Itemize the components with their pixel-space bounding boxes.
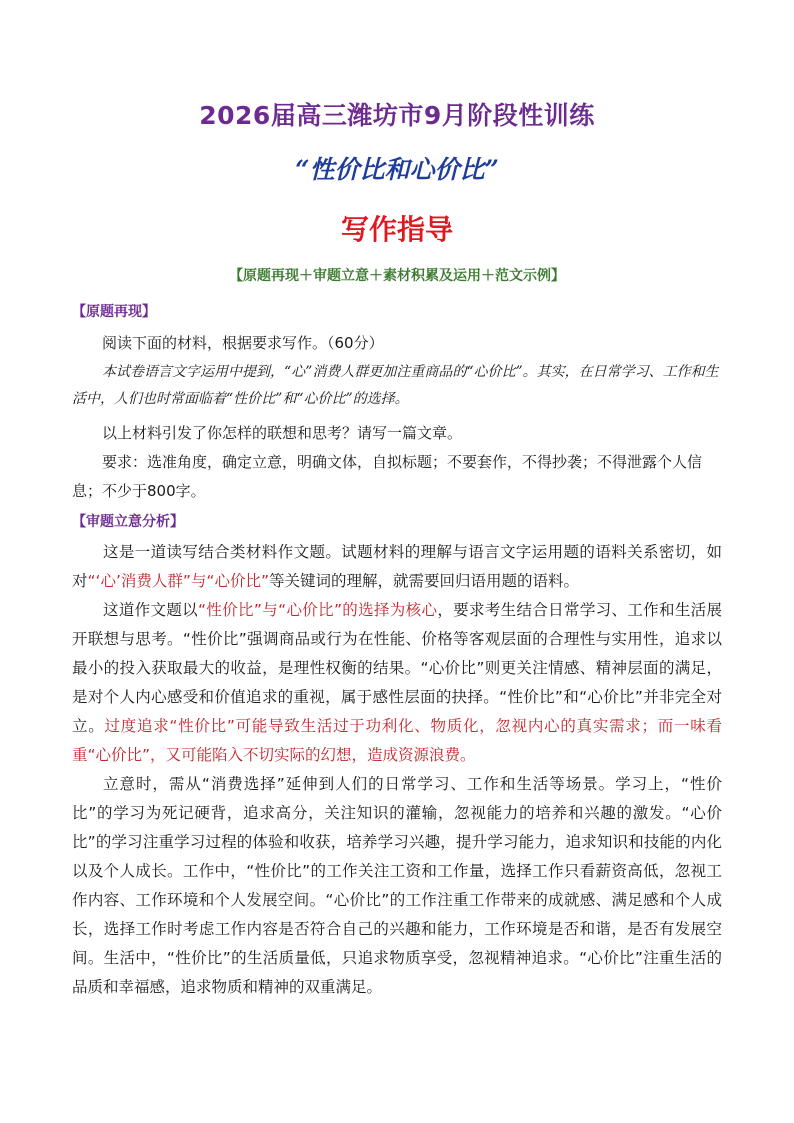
topic-title: “性价比和心价比” [295, 155, 499, 184]
p2-highlight-core: “性价比”与“心价比”的选择为核心 [198, 601, 438, 619]
analysis-paragraph-2 [72, 596, 722, 770]
analysis-paragraph-1 [72, 538, 722, 596]
p2-text-a: 这道作文题以 [103, 601, 199, 619]
p2-highlight-warning: 过度追求“性价比”可能导致生活过于功利化、物质化，忽视内心的真实需求；而一味看重“心价比”，又可能陷入不切实际的幻想，造成资源浪费。 [72, 717, 722, 764]
p1-text-a: 这是一道读写结合类材料作文题。试题材料的理解与语言文字运用题的语料关系密切，如对 [72, 543, 722, 590]
p2-text-b: ，要求考生结合日常学习、工作和生活展开联想与思考。“性价比”强调商品或行为在性能、价格等客观层面的合理性与实用性，追求以最小的投入获取最大的收益，是理性权衡的结果。“心价比”则更关注情感、精神层面的满足，是对个人内心感受和价值追求的重视，属于感性层面的抉择。“性价比”和“心价比”并非完全对立。 [72, 601, 722, 735]
guide-title: 写作指导 [340, 213, 453, 246]
section-heading-original: 【原题再现】 [72, 304, 156, 320]
analysis-paragraph-3: 立意时，需从“消费选择”延伸到人们的日常学习、工作和生活等场景。学习上，“性价比”的学习为死记硬背，追求高分，关注知识的灌输，忽视能力的培养和兴趣的激发。“心价比”的学习注重学习过程的体验和收获，培养学习兴趣，提升学习能力，追求知识和技能的内化以及个人成长。工作中，“性价比”的工作关注工资和工作量，选择工作只看薪资高低，忽视工作内容、工作环境和个人发展空间。“心价比”的工作注重工作带来的成就感、满足感和个人成长，选择工作时考虑工作内容是否符合自己的兴趣和能力，工作环境是否和谐，是否有发展空间。生活中，“性价比”的生活质量低，只追求物质享受，忽视精神追求。“心价比”注重生活的品质和幸福感，追求物质和精神的双重满足。 [72, 775, 722, 996]
contents-subtitle: 【原题再现＋审题立意＋素材积累及运用＋范文示例】 [229, 268, 565, 284]
requirements-text: 要求：选准角度，确定立意，明确文体，自拟标题；不要套作，不得抄袭；不得泄露个人信息；不少于800字。 [72, 453, 703, 500]
p1-highlight: “‘心’消费人群”与“心价比” [87, 572, 269, 590]
prompt-text: 以上材料引发了你怎样的联想和思考？请写一篇文章。 [102, 424, 463, 442]
p1-text-b: 等关键词的理解，就需要回归语用题的语料。 [269, 572, 580, 590]
instruction-text: 阅读下面的材料，根据要求写作。（60分） [102, 334, 384, 352]
section-heading-analysis: 【审题立意分析】 [72, 514, 184, 530]
main-title: 2026届高三潍坊市9月阶段性训练 [199, 101, 595, 130]
material-text: 本试卷语言文字运用中提到，“心”消费人群更加注重商品的“心价比”。其实，在日常学习、工作和生活中，人们也时常面临着“性价比”和“心价比”的选择。 [72, 364, 719, 407]
